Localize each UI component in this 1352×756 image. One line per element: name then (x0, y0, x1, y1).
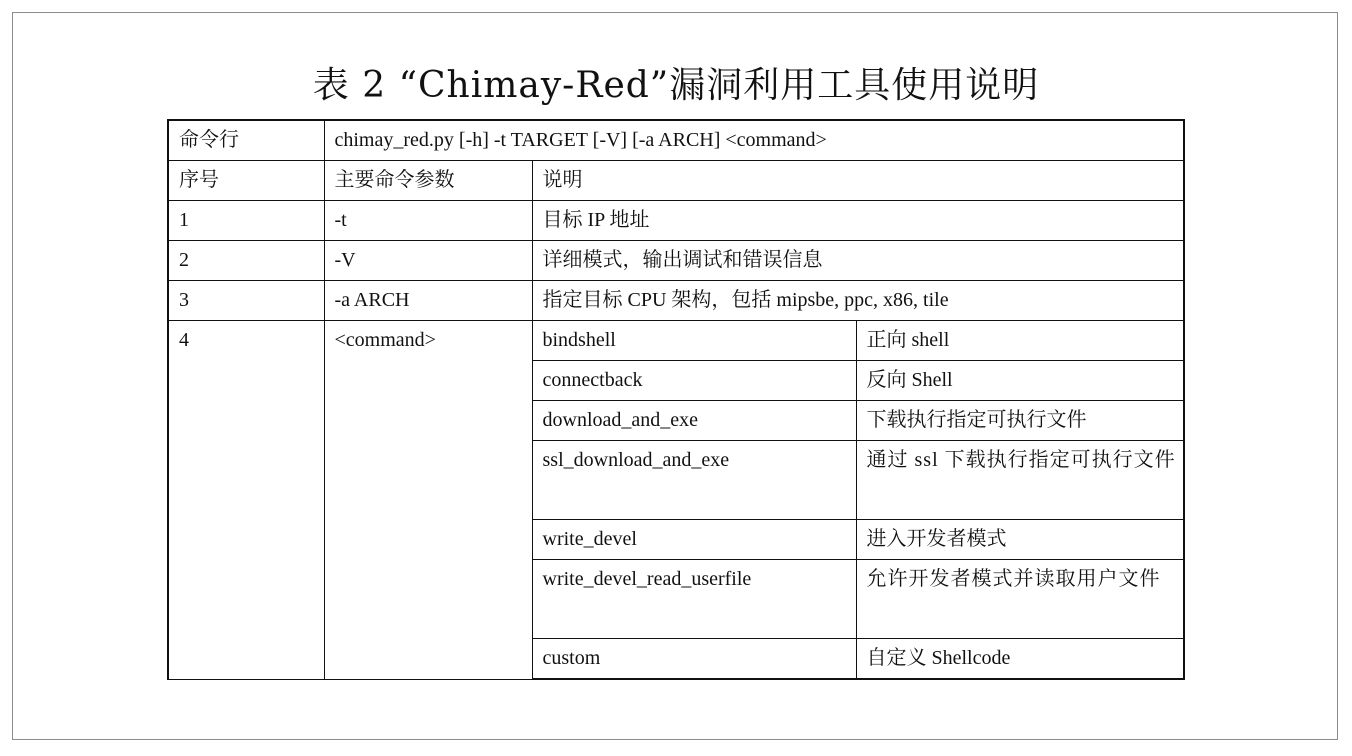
command-name: custom (532, 639, 856, 680)
command-name: write_devel_read_userfile (532, 560, 856, 639)
row-desc: 指定目标 CPU 架构，包括 mipsbe, ppc, x86, tile (532, 281, 1184, 321)
command-desc: 反向 Shell (856, 361, 1184, 401)
row-param: -a ARCH (324, 281, 532, 321)
command-name: bindshell (532, 321, 856, 361)
row-desc: 目标 IP 地址 (532, 201, 1184, 241)
row-no: 4 (168, 321, 324, 680)
command-line-value: chimay_red.py [-h] -t TARGET [-V] [-a ARCH] <command> (324, 120, 1184, 161)
command-name: ssl_download_and_exe (532, 441, 856, 520)
command-desc: 进入开发者模式 (856, 520, 1184, 560)
table-row (168, 241, 1184, 281)
header-no: 序号 (168, 161, 324, 201)
command-desc: 通过 ssl 下载执行指定可执行文件 (856, 441, 1184, 520)
command-desc: 允许开发者模式并读取用户文件 (856, 560, 1184, 639)
command-line-label: 命令行 (168, 120, 324, 161)
command-desc: 正向 shell (856, 321, 1184, 361)
row-param: <command> (324, 321, 532, 680)
command-name: write_devel (532, 520, 856, 560)
header-desc: 说明 (532, 161, 1184, 201)
command-name: download_and_exe (532, 401, 856, 441)
row-desc: 详细模式，输出调试和错误信息 (532, 241, 1184, 281)
command-name: connectback (532, 361, 856, 401)
row-no: 2 (168, 241, 324, 281)
row-no: 1 (168, 201, 324, 241)
table-title: 表 2 “Chimay-Red”漏洞利用工具使用说明 (312, 65, 1040, 106)
command-desc: 下载执行指定可执行文件 (856, 401, 1184, 441)
row-param: -t (324, 201, 532, 241)
header-row (168, 161, 1184, 201)
command-line-row (168, 120, 1184, 161)
command-subrow (168, 321, 1184, 361)
table-row (168, 201, 1184, 241)
row-no: 3 (168, 281, 324, 321)
header-param: 主要命令参数 (324, 161, 532, 201)
command-desc: 自定义 Shellcode (856, 639, 1184, 680)
usage-table (167, 119, 1185, 680)
row-param: -V (324, 241, 532, 281)
table-row (168, 281, 1184, 321)
